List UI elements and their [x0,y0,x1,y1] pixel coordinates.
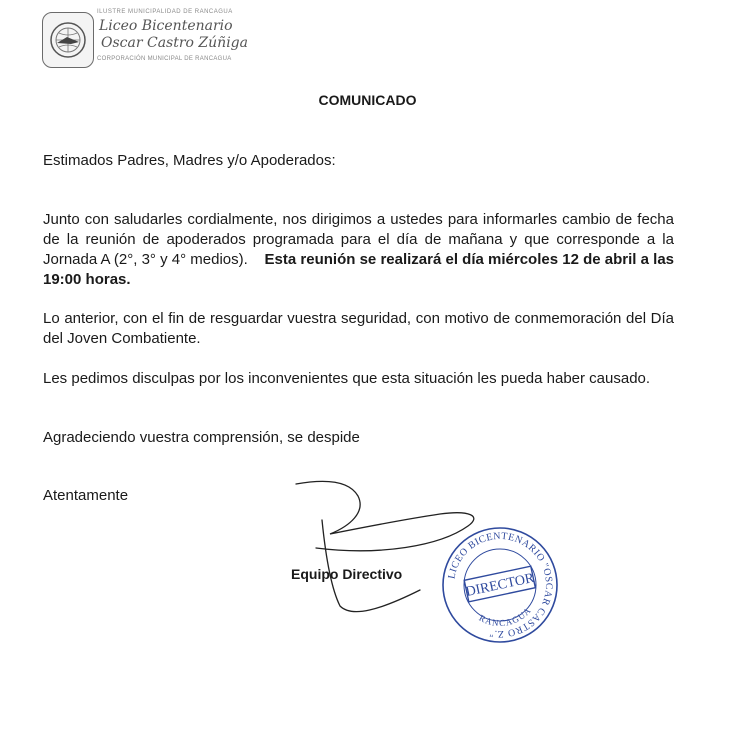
municipality-line: ILUSTRE MUNICIPALIDAD DE RANCAGUA [97,9,233,15]
salutation: Estimados Padres, Madres y/o Apoderados: [43,152,336,169]
document-title: COMUNICADO [318,92,417,108]
school-logo [42,12,94,68]
stamp-center-text: DIRECTOR [464,570,536,601]
corporation-line: CORPORACIÓN MUNICIPAL DE RANCAGUA [97,56,232,62]
announcement-text: Junto con saludarles cordialmente, nos dirigimos a ustedes para informarles cambio de fecha de la reunión de apoderados programada para el día de mañana y que corresponde a la Jornada A (2°, 3° y 4° medios). [43,211,674,268]
school-name-line1: Liceo Bicentenario [99,18,233,34]
paragraph-announcement [43,210,674,290]
paragraph-reason: Lo anterior, con el fin de resguardar vuestra seguridad, con motivo de conmemoración del Día del Joven Combatiente. [43,310,674,347]
signatory: Equipo Directivo [291,566,403,582]
director-stamp [440,525,560,645]
school-name-line2: Oscar Castro Zúñiga [101,35,248,51]
paragraph-farewell: Agradeciendo vuestra comprensión, se despide [43,429,360,446]
closing: Atentamente [43,487,129,504]
stamp-bottom-text: RANCAGUA [477,605,534,629]
announcement-bold: Esta reunión se realizará el día miércoles 12 de abril a las 19:00 horas. [43,251,675,288]
stamp-ring-text: LICEO BICENTENARIO "OSCAR CASTRO Z." [446,530,555,640]
paragraph-apology: Les pedimos disculpas por los inconvenientes que esta situación les pueda haber causado. [43,370,651,387]
